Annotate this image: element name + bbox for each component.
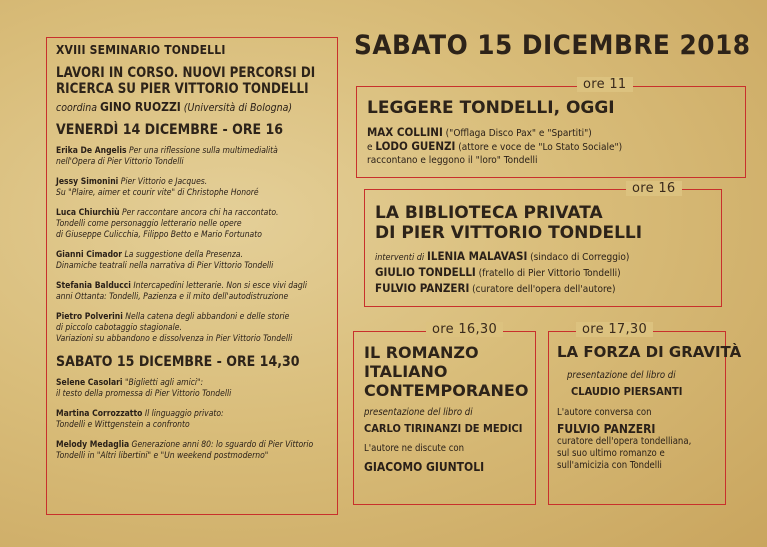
guest-line [375,249,720,265]
day2-list [56,378,336,462]
guest-name: FULVIO PANZERI [557,422,656,436]
coord-name: GINO RUOZZI [100,100,181,114]
coord-label: coordina [56,102,98,114]
main-title: SABATO 15 DICEMBRE 2018 [354,30,751,61]
seminar-label: XVIII SEMINARIO TONDELLI [56,43,226,57]
guest-desc: (curatore dell'opera dell'autore) [472,284,616,295]
event-title-line1: LA BIBLIOTECA PRIVATA [375,203,603,223]
speaker-name: Jessy Simonini [56,177,119,187]
talk-title-cont: Tondelli in "Altri libertini" e "Un weekend postmoderno" [56,451,269,461]
seminar-program [56,43,336,471]
event-title: LA FORZA DI GRAVITÀ [557,343,742,361]
seminar-title-line2: RICERCA SU PIER VITTORIO TONDELLI [56,81,309,97]
talk-title: Pier Vittorio e Jacques. [120,177,208,187]
presentation-label: presentazione del libro di [364,407,473,418]
talk-title-cont: Variazioni su abbandono e dissolvenza in Pier Vittorio Tondelli [56,334,293,344]
talk-title: Per raccontare ancora chi ha raccontato. [122,208,279,218]
book-author: CLAUDIO PIERSANTI [571,385,683,398]
list-item [56,208,336,241]
list-item [56,409,336,431]
day1-heading: VENERDÌ 14 DICEMBRE - ORE 16 [56,122,284,138]
talk-title: La suggestione della Presenza. [124,250,243,260]
interventions-label: interventi di [375,253,425,263]
guest-line [375,265,720,281]
day1-list [56,146,336,345]
coordinator-line [56,100,336,114]
talk-title-cont: Tondelli e Wittgenstein a confronto [56,420,190,430]
talk-title: Nella catena degli abbandoni e delle storie [125,312,290,322]
talk-title: "Biglietti agli amici": [124,378,204,388]
speaker-name: Pietro Polverini [56,312,123,322]
coord-institution: (Università di Bologna) [183,102,293,114]
time-ore16: ore 16 [626,181,682,196]
event-title-line3: CONTEMPORANEO [364,381,529,400]
talk-title: Per una riflessione sulla multimedialità [128,146,278,156]
guest-name: GIACOMO GIUNTOLI [364,460,485,474]
talk-title-cont: nell'Opera di Pier Vittorio Tondelli [56,157,184,167]
event-title: LEGGERE TONDELLI, OGGI [367,98,615,118]
seminar-title-line1: LAVORI IN CORSO. NUOVI PERCORSI DI [56,65,316,81]
book-author: CARLO TIRINANZI DE MEDICI [364,422,523,435]
guest-name: ILENIA MALAVASI [427,249,528,263]
conversation-label: L'autore conversa con [557,407,652,418]
guest-desc: curatore dell'opera tondelliana, [557,436,692,447]
guest-name: GIULIO TONDELLI [375,265,476,279]
talk-title: Generazione anni 80: lo sguardo di Pier Vittorio [131,440,314,450]
talk-title-cont: Su "Plaire, aimer et courir vite" di Christophe Honoré [56,188,259,198]
day2-heading: SABATO 15 DICEMBRE - ORE 14,30 [56,354,300,370]
talk-title-cont: di piccolo cabotaggio stagionale. [56,323,182,333]
guest-line [367,140,742,154]
talk-title-cont: anni Ottanta: Tondelli, Pazienza e il mito dell'autodistruzione [56,292,289,302]
event-description: raccontano e leggono il "loro" Tondelli [367,155,538,166]
speaker-name: Stefania Balducci [56,281,131,291]
speaker-name: Erika De Angelis [56,146,127,156]
discussion-label: L'autore ne discute con [364,443,465,454]
list-item [56,146,336,168]
speaker-name: Luca Chiurchiù [56,208,120,218]
presentation-label: presentazione del libro di [567,370,676,381]
event-ore1730-content [557,343,742,472]
speaker-name: Selene Casolari [56,378,123,388]
guest-desc: (fratello di Pier Vittorio Tondelli) [478,268,621,279]
guest-desc: sul suo ultimo romanzo e [557,448,665,459]
list-item [56,312,336,345]
talk-title: Intercapedini letterarie. Non si esce vivi dagli [133,281,307,291]
list-item [56,281,336,303]
guest-name: LODO GUENZI [375,139,456,153]
talk-title: Il linguaggio privato: [144,409,224,419]
event-title-line2: DI PIER VITTORIO TONDELLI [375,223,643,243]
guest-line [375,281,720,297]
event-title-line2: ITALIANO [364,362,448,381]
talk-title-cont: il testo della promessa di Pier Vittorio Tondelli [56,389,232,399]
time-ore11: ore 11 [577,77,633,92]
talk-title-cont: di Giuseppe Culicchia, Filippo Betto e Mario Fortunato [56,230,262,240]
talk-title-cont: Dinamiche teatrali nella narrativa di Pier Vittorio Tondelli [56,261,274,271]
time-ore1630: ore 16,30 [426,322,503,337]
list-item [56,378,336,400]
speaker-name: Gianni Cimador [56,250,123,260]
speaker-name: Martina Corrozzatto [56,409,143,419]
list-item [56,250,336,272]
event-ore1630-content [364,343,536,474]
time-ore1730: ore 17,30 [576,322,653,337]
speaker-name: Melody Medaglia [56,440,130,450]
guest-line [367,126,742,140]
event-ore11-content [367,98,742,167]
guest-desc: ("Offlaga Disco Pax" e "Spartiti") [445,128,592,139]
guest-desc: (attore e voce de "Lo Stato Sociale") [458,142,623,153]
list-item [56,440,336,462]
event-title-line1: IL ROMANZO [364,343,479,362]
guest-name: FULVIO PANZERI [375,281,470,295]
guest-desc: (sindaco di Correggio) [530,252,630,263]
list-item [56,177,336,199]
event-ore16-content [375,203,720,297]
talk-title-cont: Tondelli come personaggio letterario nelle opere [56,219,242,229]
conjunction: e [367,142,373,153]
guest-desc: sull'amicizia con Tondelli [557,460,662,471]
guest-name: MAX COLLINI [367,125,443,139]
